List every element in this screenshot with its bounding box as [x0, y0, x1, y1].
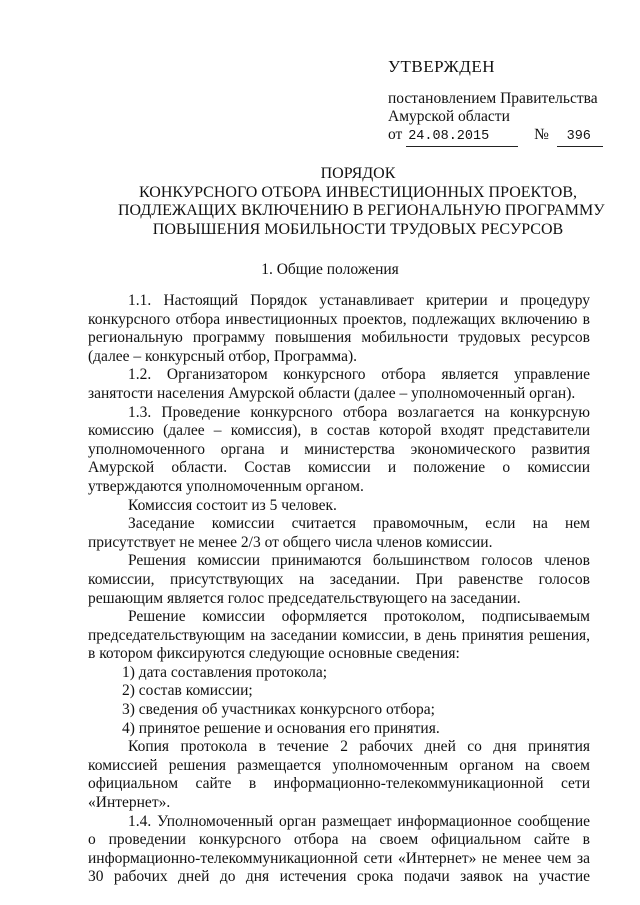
title-line-1: ПОРЯДОК	[320, 165, 396, 182]
approval-line-1: постановлением Правительства	[388, 90, 598, 107]
list-item: 2) состав комиссии;	[122, 682, 253, 700]
paragraph-1-1: 1.1. Настоящий Порядок устанавливает критерии и процедуру конкурсного отбора инвестиционных проектов, подлежащих включению в региональную программу повышения мобильности трудовых ресурсов (далее – конкурсный отбор, Программа).	[88, 292, 590, 365]
approval-stamp: УТВЕРЖДЕН	[388, 57, 495, 76]
approval-date-row	[388, 126, 628, 147]
paragraph-protocol: Решение комиссии оформляется протоколом, подписываемым председательствующим на заседании комиссии, в день принятия решения, в котором фиксируются следующие основные сведения:	[88, 608, 590, 663]
approval-line-2: Амурской области	[388, 108, 510, 125]
approval-number: 396	[557, 128, 603, 147]
number-label: №	[534, 126, 549, 143]
list-item: 3) сведения об участниках конкурсного отбора;	[122, 701, 435, 719]
paragraph-1-4: 1.4. Уполномоченный орган размещает информационное сообщение о проведении конкурсного отбора на своем официальном сайте в информационно-телекоммуникационной сети «Интернет» не менее чем за 30 рабочих дней до дня истечения срока подачи заявок на участие	[88, 812, 590, 886]
approval-date: 24.08.2015	[406, 128, 518, 147]
approval-block	[388, 58, 628, 147]
paragraph-1-3: 1.3. Проведение конкурсного отбора возлагается на конкурсную комиссию (далее – комиссия), в состав которой входят представители уполномоченного органа и министерства экономического развития Амурской области. Состав комиссии и положение о комиссии утверждаются уполномоченным органом.	[88, 403, 590, 495]
paragraph-decisions: Решения комиссии принимаются большинством голосов членов комиссии, присутствующих на заседании. При равенстве голосов решающим является голос председательствующего на заседании.	[88, 552, 590, 607]
section-heading: 1. Общие положения	[261, 261, 399, 278]
document-body	[88, 292, 590, 887]
title-line-4: ПОВЫШЕНИЯ МОБИЛЬНОСТИ ТРУДОВЫХ РЕСУРСОВ	[152, 220, 564, 238]
title-line-2: КОНКУРСНОГО ОТБОРА ИНВЕСТИЦИОННЫХ ПРОЕКТОВ,	[139, 183, 577, 201]
title-line-3: ПОДЛЕЖАЩИХ ВКЛЮЧЕНИЮ В РЕГИОНАЛЬНУЮ ПРОГРАММУ	[118, 202, 605, 219]
document-title	[118, 165, 605, 239]
paragraph-commission-size: Комиссия состоит из 5 человек.	[128, 496, 337, 514]
paragraph-1-2: 1.2. Организатором конкурсного отбора является управление занятости населения Амурской области (далее – уполномоченный орган).	[88, 366, 590, 402]
date-prefix: от	[388, 126, 403, 143]
paragraph-protocol-copy: Копия протокола в течение 2 рабочих дней со дня принятия комиссией решения размещается уполномоченным органом на своем официальном сайте в информационно-телекоммуникационной сети «Интернет».	[88, 738, 590, 812]
list-item: 1) дата составления протокола;	[122, 663, 328, 681]
list-item: 4) принятое решение и основания его принятия.	[122, 719, 440, 737]
paragraph-quorum: Заседание комиссии считается правомочным, если на нем присутствует не менее 2/3 от общего числа членов комиссии.	[88, 515, 590, 551]
